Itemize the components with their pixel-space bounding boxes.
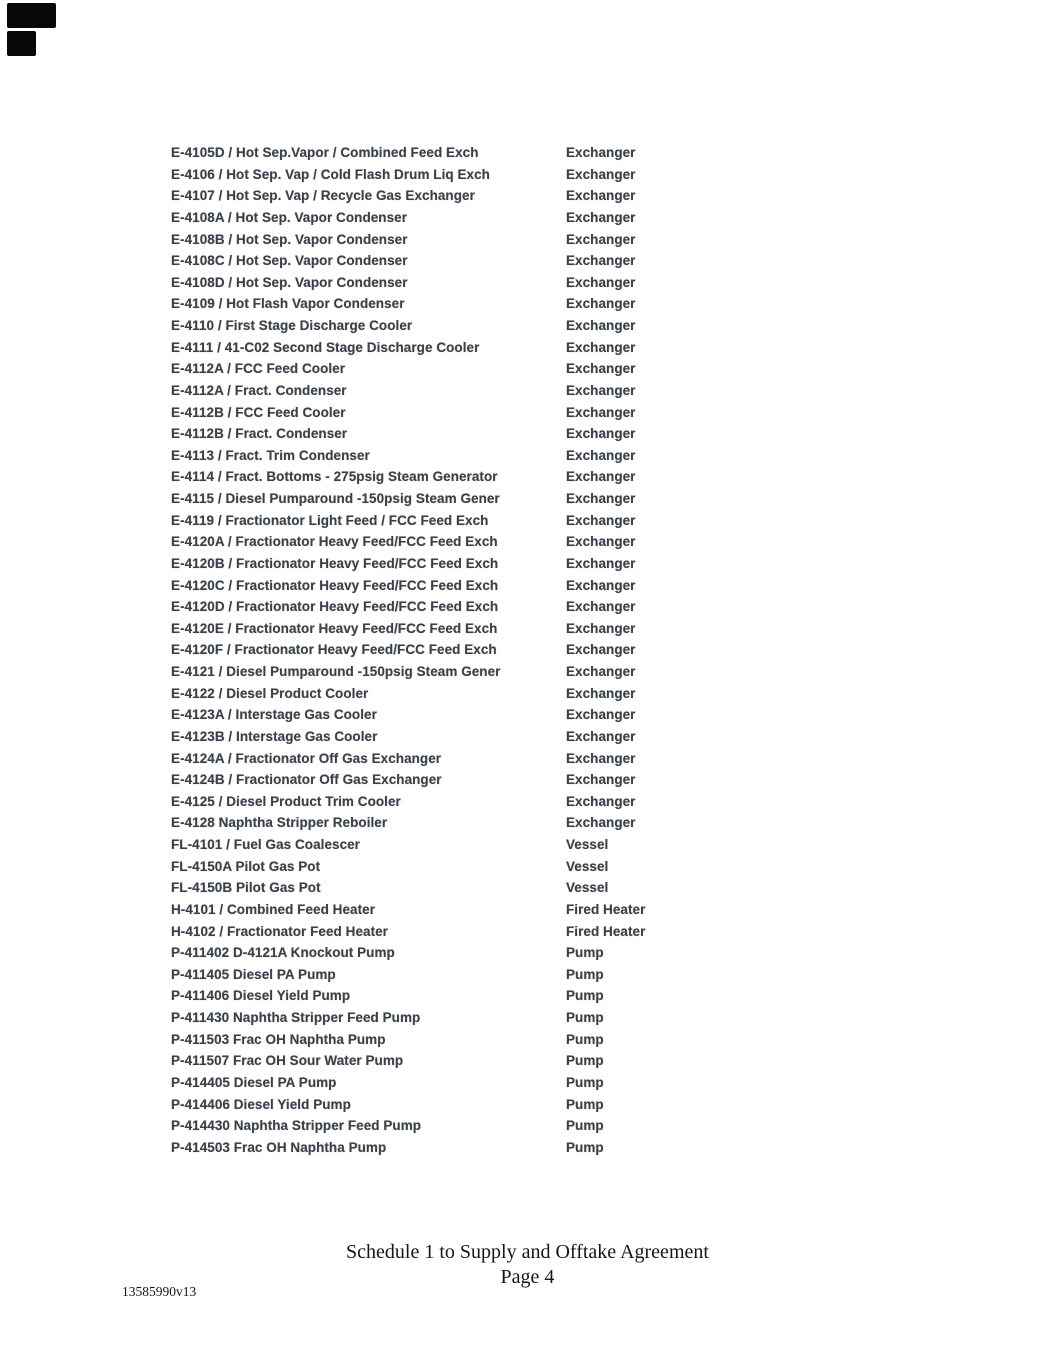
equipment-name: E-4120E / Fractionator Heavy Feed/FCC Feed Exch — [171, 620, 498, 636]
equipment-type: Vessel — [566, 837, 609, 852]
equipment-type: Exchanger — [566, 728, 636, 744]
equipment-name: E-4107 / Hot Sep. Vap / Recycle Gas Exchanger — [171, 188, 475, 204]
equipment-row — [171, 446, 891, 468]
equipment-row — [171, 1116, 891, 1138]
equipment-type: Pump — [566, 1031, 604, 1047]
equipment-type: Exchanger — [566, 339, 636, 355]
equipment-name: E-4125 / Diesel Product Trim Cooler — [171, 793, 401, 809]
equipment-row — [171, 619, 891, 641]
equipment-name: E-4120B / Fractionator Heavy Feed/FCC Feed Exch — [171, 555, 499, 571]
equipment-row — [171, 208, 891, 230]
equipment-name: E-4114 / Fract. Bottoms - 275psig Steam Generator — [171, 469, 498, 485]
equipment-type: Exchanger — [566, 447, 636, 463]
equipment-name: E-4121 / Diesel Pumparound -150psig Steam Gener — [171, 664, 501, 679]
equipment-name: E-4108C / Hot Sep. Vapor Condenser — [171, 253, 408, 269]
equipment-type: Pump — [566, 1053, 604, 1069]
equipment-row — [171, 943, 891, 965]
equipment-type: Exchanger — [566, 382, 636, 398]
equipment-name: E-4115 / Diesel Pumparound -150psig Steam Gener — [171, 491, 500, 506]
equipment-row — [171, 1073, 891, 1095]
equipment-type: Exchanger — [566, 361, 636, 377]
equipment-type: Exchanger — [566, 318, 636, 333]
equipment-row — [171, 251, 891, 273]
equipment-name: E-4108B / Hot Sep. Vapor Condenser — [171, 231, 408, 247]
equipment-row — [171, 186, 891, 208]
equipment-row — [171, 489, 891, 511]
equipment-name: E-4123B / Interstage Gas Cooler — [171, 728, 378, 744]
equipment-type: Exchanger — [566, 772, 636, 788]
equipment-type: Exchanger — [566, 750, 636, 766]
equipment-name: P-411430 Naphtha Stripper Feed Pump — [171, 1010, 421, 1025]
equipment-name: P-414503 Frac OH Naphtha Pump — [171, 1139, 387, 1155]
equipment-row — [171, 576, 891, 598]
equipment-type: Pump — [566, 1139, 604, 1155]
equipment-row — [171, 424, 891, 446]
equipment-type: Exchanger — [566, 469, 636, 485]
equipment-name: E-4109 / Hot Flash Vapor Condenser — [171, 296, 405, 312]
equipment-type: Exchanger — [566, 599, 636, 615]
equipment-row — [171, 1008, 891, 1030]
equipment-type: Exchanger — [566, 296, 636, 312]
equipment-type: Exchanger — [566, 209, 636, 225]
equipment-row — [171, 359, 891, 381]
equipment-row — [171, 230, 891, 252]
footer-schedule-title: Schedule 1 to Supply and Offtake Agreement — [346, 1241, 709, 1263]
equipment-name: FL-4150B Pilot Gas Pot — [171, 880, 321, 896]
equipment-row — [171, 813, 891, 835]
equipment-type: Pump — [566, 1010, 604, 1025]
equipment-row — [171, 381, 891, 403]
equipment-name: FL-4101 / Fuel Gas Coalescer — [171, 837, 360, 852]
equipment-type: Vessel — [566, 880, 609, 896]
equipment-row — [171, 835, 891, 857]
equipment-type: Exchanger — [566, 274, 636, 290]
scanner-artifact-mark — [7, 3, 56, 28]
equipment-name: E-4108A / Hot Sep. Vapor Condenser — [171, 209, 408, 225]
equipment-type: Exchanger — [566, 555, 636, 571]
equipment-type: Fired Heater — [566, 901, 646, 917]
equipment-name: P-411406 Diesel Yield Pump — [171, 988, 351, 1004]
equipment-name: P-411405 Diesel PA Pump — [171, 966, 336, 982]
equipment-row — [171, 467, 891, 489]
scanner-artifact-mark — [7, 31, 36, 56]
equipment-type: Exchanger — [566, 404, 636, 420]
equipment-name: E-4128 Naphtha Stripper Reboiler — [171, 815, 388, 831]
equipment-row — [171, 273, 891, 295]
equipment-type: Exchanger — [566, 512, 636, 528]
equipment-type: Exchanger — [566, 166, 636, 182]
equipment-row — [171, 532, 891, 554]
equipment-row — [171, 727, 891, 749]
equipment-row — [171, 640, 891, 662]
equipment-name: E-4123A / Interstage Gas Cooler — [171, 707, 377, 723]
equipment-name: E-4120F / Fractionator Heavy Feed/FCC Feed Exch — [171, 642, 497, 658]
equipment-row — [171, 1095, 891, 1117]
equipment-name: P-411503 Frac OH Naphtha Pump — [171, 1031, 386, 1047]
document-control-number: 13585990v13 — [122, 1284, 197, 1299]
equipment-name: E-4124B / Fractionator Off Gas Exchanger — [171, 772, 442, 788]
equipment-type: Pump — [566, 1074, 604, 1090]
equipment-name: P-414406 Diesel Yield Pump — [171, 1096, 351, 1112]
equipment-type: Pump — [566, 966, 604, 982]
equipment-row — [171, 165, 891, 187]
equipment-row — [171, 1030, 891, 1052]
equipment-name: E-4108D / Hot Sep. Vapor Condenser — [171, 274, 408, 290]
equipment-row — [171, 338, 891, 360]
equipment-row — [171, 705, 891, 727]
equipment-name: E-4112B / FCC Feed Cooler — [171, 404, 346, 420]
equipment-row — [171, 770, 891, 792]
equipment-type: Pump — [566, 1096, 604, 1112]
equipment-row — [171, 792, 891, 814]
equipment-row — [171, 684, 891, 706]
equipment-name: E-4120C / Fractionator Heavy Feed/FCC Feed Exch — [171, 577, 499, 593]
equipment-name: E-4119 / Fractionator Light Feed / FCC Feed Exch — [171, 512, 489, 528]
equipment-type: Exchanger — [566, 231, 636, 247]
equipment-name: E-4112A / Fract. Condenser — [171, 382, 347, 398]
equipment-type: Exchanger — [566, 642, 636, 658]
equipment-row — [171, 143, 891, 165]
equipment-type: Exchanger — [566, 707, 636, 723]
equipment-name: E-4124A / Fractionator Off Gas Exchanger — [171, 750, 442, 766]
equipment-type: Exchanger — [566, 534, 636, 550]
equipment-name: E-4112A / FCC Feed Cooler — [171, 361, 346, 377]
equipment-row — [171, 922, 891, 944]
equipment-name: E-4110 / First Stage Discharge Cooler — [171, 318, 413, 333]
equipment-type: Exchanger — [566, 620, 636, 636]
equipment-type: Exchanger — [566, 685, 636, 701]
equipment-list — [171, 143, 891, 1159]
equipment-name: P-414430 Naphtha Stripper Feed Pump — [171, 1118, 422, 1134]
equipment-row — [171, 749, 891, 771]
equipment-type: Exchanger — [566, 188, 636, 204]
equipment-row — [171, 857, 891, 879]
equipment-name: E-4122 / Diesel Product Cooler — [171, 685, 369, 701]
equipment-row — [171, 511, 891, 533]
equipment-name: P-414405 Diesel PA Pump — [171, 1074, 337, 1090]
equipment-type: Exchanger — [566, 815, 636, 831]
equipment-name: P-411402 D-4121A Knockout Pump — [171, 945, 395, 961]
equipment-name: E-4113 / Fract. Trim Condenser — [171, 447, 370, 463]
equipment-name: E-4120D / Fractionator Heavy Feed/FCC Feed Exch — [171, 599, 499, 615]
equipment-type: Exchanger — [566, 577, 636, 593]
equipment-type: Exchanger — [566, 426, 636, 442]
equipment-type: Pump — [566, 1118, 604, 1134]
equipment-name: H-4101 / Combined Feed Heater — [171, 901, 376, 917]
equipment-row — [171, 1138, 891, 1160]
equipment-type: Exchanger — [566, 664, 636, 679]
equipment-row — [171, 662, 891, 684]
equipment-type: Exchanger — [566, 491, 636, 506]
equipment-row — [171, 403, 891, 425]
equipment-name: E-4105D / Hot Sep.Vapor / Combined Feed Exch — [171, 145, 479, 160]
equipment-name: E-4111 / 41-C02 Second Stage Discharge Cooler — [171, 339, 480, 355]
equipment-name: FL-4150A Pilot Gas Pot — [171, 858, 321, 874]
equipment-row — [171, 900, 891, 922]
equipment-row — [171, 1051, 891, 1073]
equipment-name: E-4112B / Fract. Condenser — [171, 426, 348, 442]
equipment-row — [171, 878, 891, 900]
equipment-row — [171, 294, 891, 316]
equipment-row — [171, 986, 891, 1008]
equipment-name: P-411507 Frac OH Sour Water Pump — [171, 1053, 404, 1069]
equipment-row — [171, 554, 891, 576]
equipment-type: Fired Heater — [566, 923, 646, 939]
equipment-type: Vessel — [566, 858, 609, 874]
equipment-name: E-4120A / Fractionator Heavy Feed/FCC Feed Exch — [171, 534, 498, 550]
equipment-row — [171, 316, 891, 338]
page-footer — [0, 1240, 1055, 1290]
equipment-type: Pump — [566, 988, 604, 1004]
equipment-type: Exchanger — [566, 793, 636, 809]
equipment-name: E-4106 / Hot Sep. Vap / Cold Flash Drum Liq Exch — [171, 166, 490, 182]
equipment-row — [171, 965, 891, 987]
equipment-type: Pump — [566, 945, 604, 961]
equipment-type: Exchanger — [566, 253, 636, 269]
equipment-row — [171, 597, 891, 619]
equipment-type: Exchanger — [566, 145, 636, 160]
footer-page-number: Page 4 — [500, 1266, 555, 1288]
equipment-name: H-4102 / Fractionator Feed Heater — [171, 923, 388, 939]
